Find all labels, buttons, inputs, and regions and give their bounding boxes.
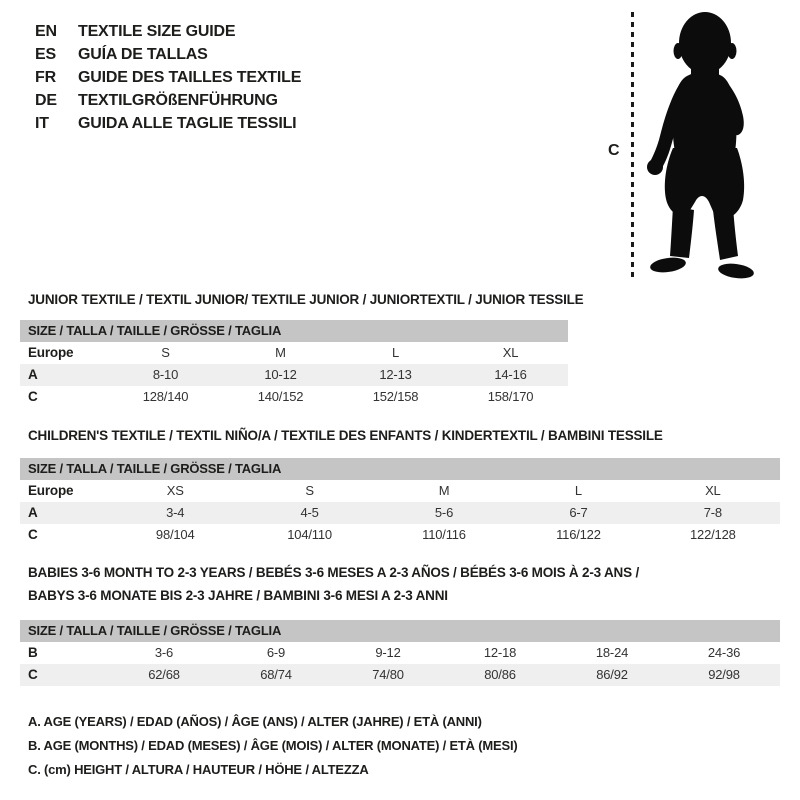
language-title-list — [35, 20, 301, 135]
table-cell: 104/110 — [287, 527, 332, 542]
table-cell: L — [574, 483, 582, 498]
table-cell: 110/116 — [422, 527, 466, 542]
row-label: B — [28, 645, 38, 660]
row-label: Europe — [28, 345, 74, 360]
height-measure-line — [631, 12, 634, 278]
language-code: FR — [35, 69, 56, 86]
guide-title: GUIDE DES TAILLES TEXTILE — [78, 69, 302, 86]
footnote-age-years: A. AGE (YEARS) / EDAD (AÑOS) / ÂGE (ANS) / ALTER (JAHRE) / ETÀ (ANNI) — [28, 714, 482, 729]
table-cell: 116/122 — [556, 527, 601, 542]
row-label: A — [28, 505, 38, 520]
guide-title: GUIDA ALLE TAGLIE TESSILI — [78, 115, 297, 132]
table-cell: S — [161, 345, 170, 360]
babies-size-table — [20, 620, 780, 686]
guide-title: TEXTILGRÖßENFÜHRUNG — [78, 92, 278, 109]
table-cell: 18-24 — [595, 645, 629, 660]
table-row — [20, 342, 568, 364]
language-row-es — [35, 43, 301, 66]
toddler-silhouette — [643, 6, 763, 282]
table-cell: 128/140 — [142, 389, 189, 404]
language-code: ES — [35, 46, 56, 63]
table-cell: 80/86 — [484, 667, 516, 682]
table-cell: 62/68 — [148, 667, 180, 682]
row-label: Europe — [28, 483, 74, 498]
table-cell: 98/104 — [155, 527, 195, 542]
table-cell: M — [275, 345, 286, 360]
table-row — [20, 524, 780, 546]
table-cell: 3-4 — [166, 505, 185, 520]
table-row — [20, 502, 780, 524]
table-cell: 8-10 — [152, 367, 179, 382]
row-label: C — [28, 527, 38, 542]
size-table-header: SIZE / TALLA / TAILLE / GRÖSSE / TAGLIA — [20, 320, 568, 342]
size-table-header: SIZE / TALLA / TAILLE / GRÖSSE / TAGLIA — [20, 620, 780, 642]
children-size-table — [20, 458, 780, 546]
table-cell: XL — [502, 345, 519, 360]
table-cell: 152/158 — [372, 389, 419, 404]
height-measure-label: C — [608, 142, 620, 159]
row-label: C — [28, 667, 38, 682]
table-cell: L — [391, 345, 400, 360]
footnotes — [28, 710, 518, 782]
table-cell: 12-13 — [379, 367, 412, 382]
table-cell: 4-5 — [300, 505, 319, 520]
language-code: EN — [35, 23, 57, 40]
table-cell: 3-6 — [154, 645, 174, 660]
table-cell: 10-12 — [264, 367, 297, 382]
table-cell: XL — [705, 483, 721, 498]
language-row-de — [35, 89, 301, 112]
table-cell: 158/170 — [487, 389, 534, 404]
language-row-it — [35, 112, 301, 135]
table-cell: 12-18 — [483, 645, 517, 660]
language-row-fr — [35, 66, 301, 89]
table-cell: 7-8 — [703, 505, 722, 520]
junior-size-table — [20, 320, 568, 408]
language-code: IT — [35, 115, 49, 132]
table-cell: 92/98 — [708, 667, 740, 682]
section-title-babies-line2: BABYS 3-6 MONATE BIS 2-3 JAHRE / BAMBINI 3-6 MESI A 2-3 ANNI — [28, 588, 448, 603]
guide-title: GUÍA DE TALLAS — [78, 46, 208, 63]
footnote-age-months: B. AGE (MONTHS) / EDAD (MESES) / ÂGE (MOIS) / ALTER (MONATE) / ETÀ (MESI) — [28, 738, 518, 753]
row-label: A — [28, 367, 38, 382]
language-row-en — [35, 20, 301, 43]
footnote-height-cm: C. (cm) HEIGHT / ALTURA / HAUTEUR / HÖHE / ALTEZZA — [28, 762, 369, 777]
table-cell: 140/152 — [257, 389, 304, 404]
section-title-junior: JUNIOR TEXTILE / TEXTIL JUNIOR/ TEXTILE JUNIOR / JUNIORTEXTIL / JUNIOR TESSILE — [28, 292, 584, 307]
table-row — [20, 364, 568, 386]
table-cell: 86/92 — [596, 667, 628, 682]
table-row — [20, 386, 568, 408]
table-cell: 9-12 — [375, 645, 401, 660]
toddler-figure — [600, 0, 800, 290]
table-cell: S — [305, 483, 314, 498]
table-cell: 68/74 — [260, 667, 292, 682]
table-cell: 6-9 — [266, 645, 286, 660]
table-cell: 122/128 — [690, 527, 736, 542]
guide-title: TEXTILE SIZE GUIDE — [78, 23, 236, 40]
table-row — [20, 642, 780, 664]
table-cell: M — [438, 483, 450, 498]
section-title-children: CHILDREN'S TEXTILE / TEXTIL NIÑO/A / TEXTILE DES ENFANTS / KINDERTEXTIL / BAMBINI TESSILE — [28, 428, 663, 443]
row-label: C — [28, 389, 38, 404]
table-cell: XS — [166, 483, 184, 498]
table-cell: 24-36 — [707, 645, 741, 660]
table-cell: 6-7 — [569, 505, 588, 520]
section-title-babies-line1: BABIES 3-6 MONTH TO 2-3 YEARS / BEBÉS 3-6 MESES A 2-3 AÑOS / BÉBÉS 3-6 MOIS À 2-3 ANS / — [28, 565, 639, 580]
table-cell: 14-16 — [494, 367, 527, 382]
table-cell: 5-6 — [434, 505, 454, 520]
language-code: DE — [35, 92, 57, 109]
table-cell: 74/80 — [372, 667, 404, 682]
table-row — [20, 664, 780, 686]
size-table-header: SIZE / TALLA / TAILLE / GRÖSSE / TAGLIA — [20, 458, 780, 480]
table-row — [20, 480, 780, 502]
